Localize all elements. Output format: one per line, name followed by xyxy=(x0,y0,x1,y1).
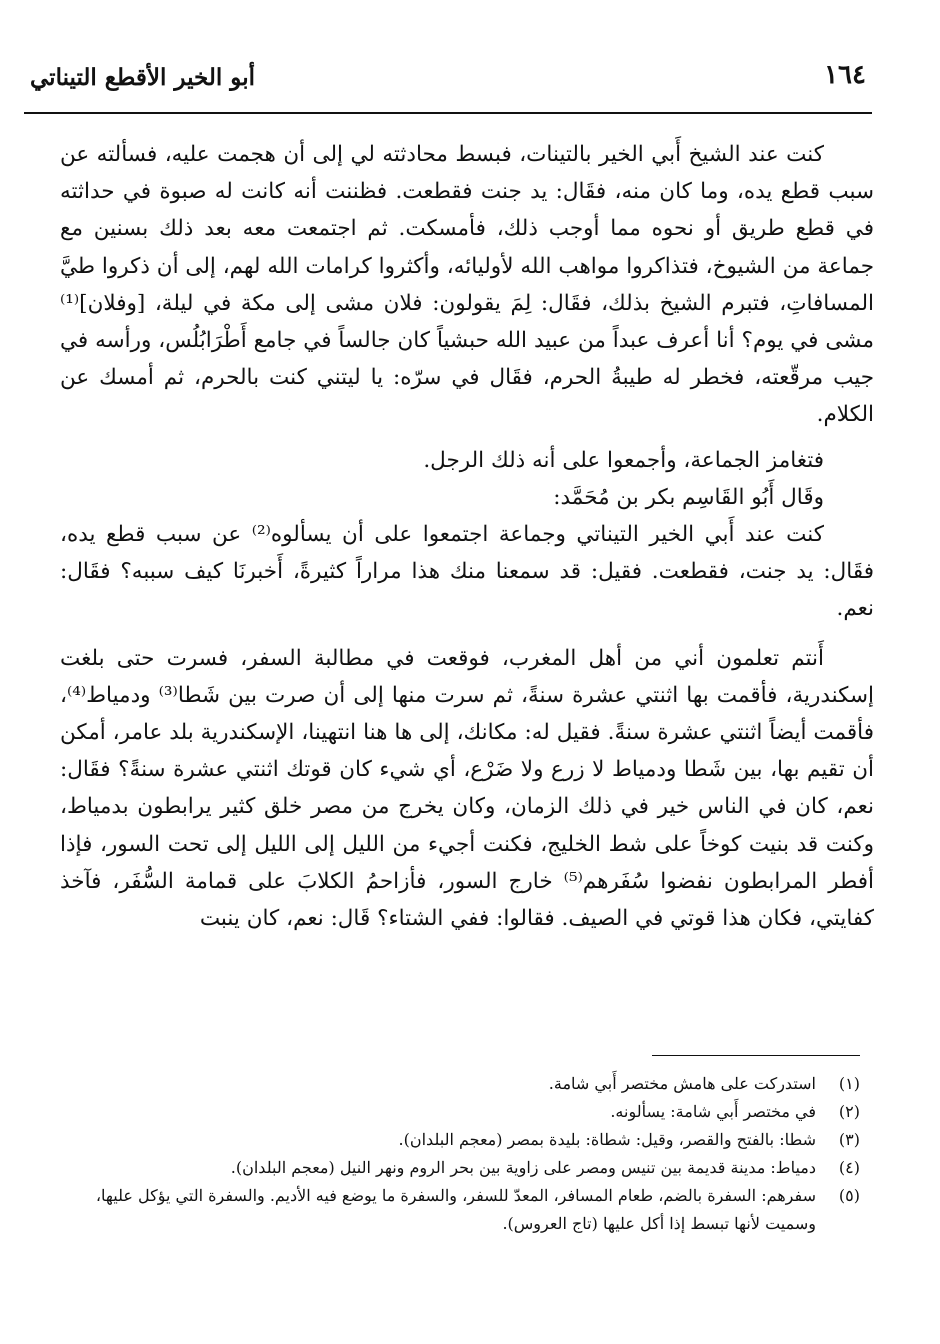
paragraph-3: وقَال أَبُو القَاسِم بكر بن مُحَمَّد: xyxy=(553,484,824,510)
paragraph-2: فتغامز الجماعة، وأجمعوا على أنه ذلك الرجل. xyxy=(423,447,824,473)
footnote-4 xyxy=(60,1154,870,1182)
footnote-text: شطا: بالفتح والقصر، وقيل: شطاة: بليدة بمصر (معجم البلدان). xyxy=(398,1130,816,1149)
footnote-text: استدركت على هامش مختصر أَبي شامة. xyxy=(548,1074,816,1093)
paragraph-5: أَنتم تعلمون أني من أهل المغرب، فوقعت في مطالبة السفر، فسرت حتى بلغت إسكندرية، فأقمت بها اثنتي عشرة سنةً، ثم سرت منها إلى أن صرت بين شَطا⁽³⁾ ودمياط⁽⁴⁾، فأقمت أيضاً اثنتي عشرة سنةً. فقيل له: مكانك، إلى ها هنا انتهينا، الإسكندرية بلد عامر، أمكن أن تقيم بها، بين شَطا ودمياط لا زرع ولا ضَرْع، أي شيء كان قوتك اثنتي عشرة سنةً؟ فقَال: نعم، كان في الناس خير في ذلك الزمان، وكان يخرج من مصر خلق كثير يرابطون بدمياط، وكنت قد بنيت كوخاً على شط الخليج، فكنت أجيء من الليل إلى الليل إلى تحت السور، فإذا أفطر المرابطون نفضوا سُفَرهم⁽⁵⁾ خارج السور، فأزاحمُ الكلابَ على قمامة السُّفَر، فآخذ كفايتي، فكان هذا قوتي في الصيف. فقالوا: ففي الشتاء؟ قَال: نعم، كان ينبت xyxy=(60,645,875,932)
page-header xyxy=(24,58,872,102)
footnote-3 xyxy=(60,1126,870,1154)
footnote-number: (٥) xyxy=(838,1186,860,1205)
footnote-text: دمياط: مدينة قديمة بين تنيس ومصر على زاوية بين بحر الروم ونهر النيل (معجم البلدان). xyxy=(230,1158,816,1177)
paragraph-4: كنت عند أَبي الخير التيناتي وجماعة اجتمعوا على أن يسألوه⁽²⁾ عن سبب قطع يده، فقَال: يد جنت، فقطعت. فقيل: قد سمعنا منك هذا مراراً كثيرةً، أَخبرنَا كيف سببه؟ فقَال: نعم. xyxy=(60,522,874,622)
running-title: أبو الخير الأقطع التيناتي xyxy=(30,64,255,91)
footnote-text: سفرهم: السفرة بالضم، طعام المسافر، المعدّ للسفر، والسفرة ما يوضع فيه الأديم. والسفرة التي يؤكل عليها، وسميت لأنها تبسط إذا أكل عليها (تاج العروس). xyxy=(95,1186,816,1233)
footnote-divider xyxy=(652,1055,860,1056)
footnote-text: في مختصر أَبي شامة: يسألونه. xyxy=(610,1102,816,1121)
header-divider xyxy=(24,112,872,114)
body-text xyxy=(60,136,874,937)
footnote-number: (٤) xyxy=(838,1158,860,1177)
footnote-number: (٣) xyxy=(838,1130,860,1149)
page-number: ١٦٤ xyxy=(824,60,866,90)
paragraph-1: كنت عند الشيخ أَبي الخير بالتينات، فبسط محادثته لي إلى أن هجمت عليه، فسألته عن سبب قطع يده، وما كان منه، فقَال: يد جنت فقطعت. فظننت أنه كانت له صبوة في حداثته في قطع طريق أو نحوه مما أوجب ذلك، فأمسكت. ثم اجتمعت معه بعد ذلك بسنين مع جماعة من الشيوخ، فتذاكروا مواهب الله لأوليائه، وأكثروا كرامات الله لهم، إلى أن ذكروا طيَّ المسافاتِ، فتبرم الشيخ بذلك، فقَال: لِمَ يقولون: فلان مشى إلى مكة في ليلة، [وفلان]⁽¹⁾ مشى في يوم؟ أنا أعرف عبداً من عبيد الله حبشياً كان جالساً في جامع أَطْرَابُلُس، ورأسه في جيب مرقّعته، فخطر له طيبةُ الحرم، فقَال في سرّه: يا ليتني كنت بالحرم، ثم أمسك عن الكلام. xyxy=(60,142,874,428)
footnote-2 xyxy=(60,1098,870,1126)
footnote-5 xyxy=(60,1182,870,1238)
footnote-1 xyxy=(60,1070,870,1098)
footnote-number: (١) xyxy=(838,1074,860,1093)
footnote-number: (٢) xyxy=(838,1102,860,1121)
footnotes xyxy=(60,1070,870,1238)
